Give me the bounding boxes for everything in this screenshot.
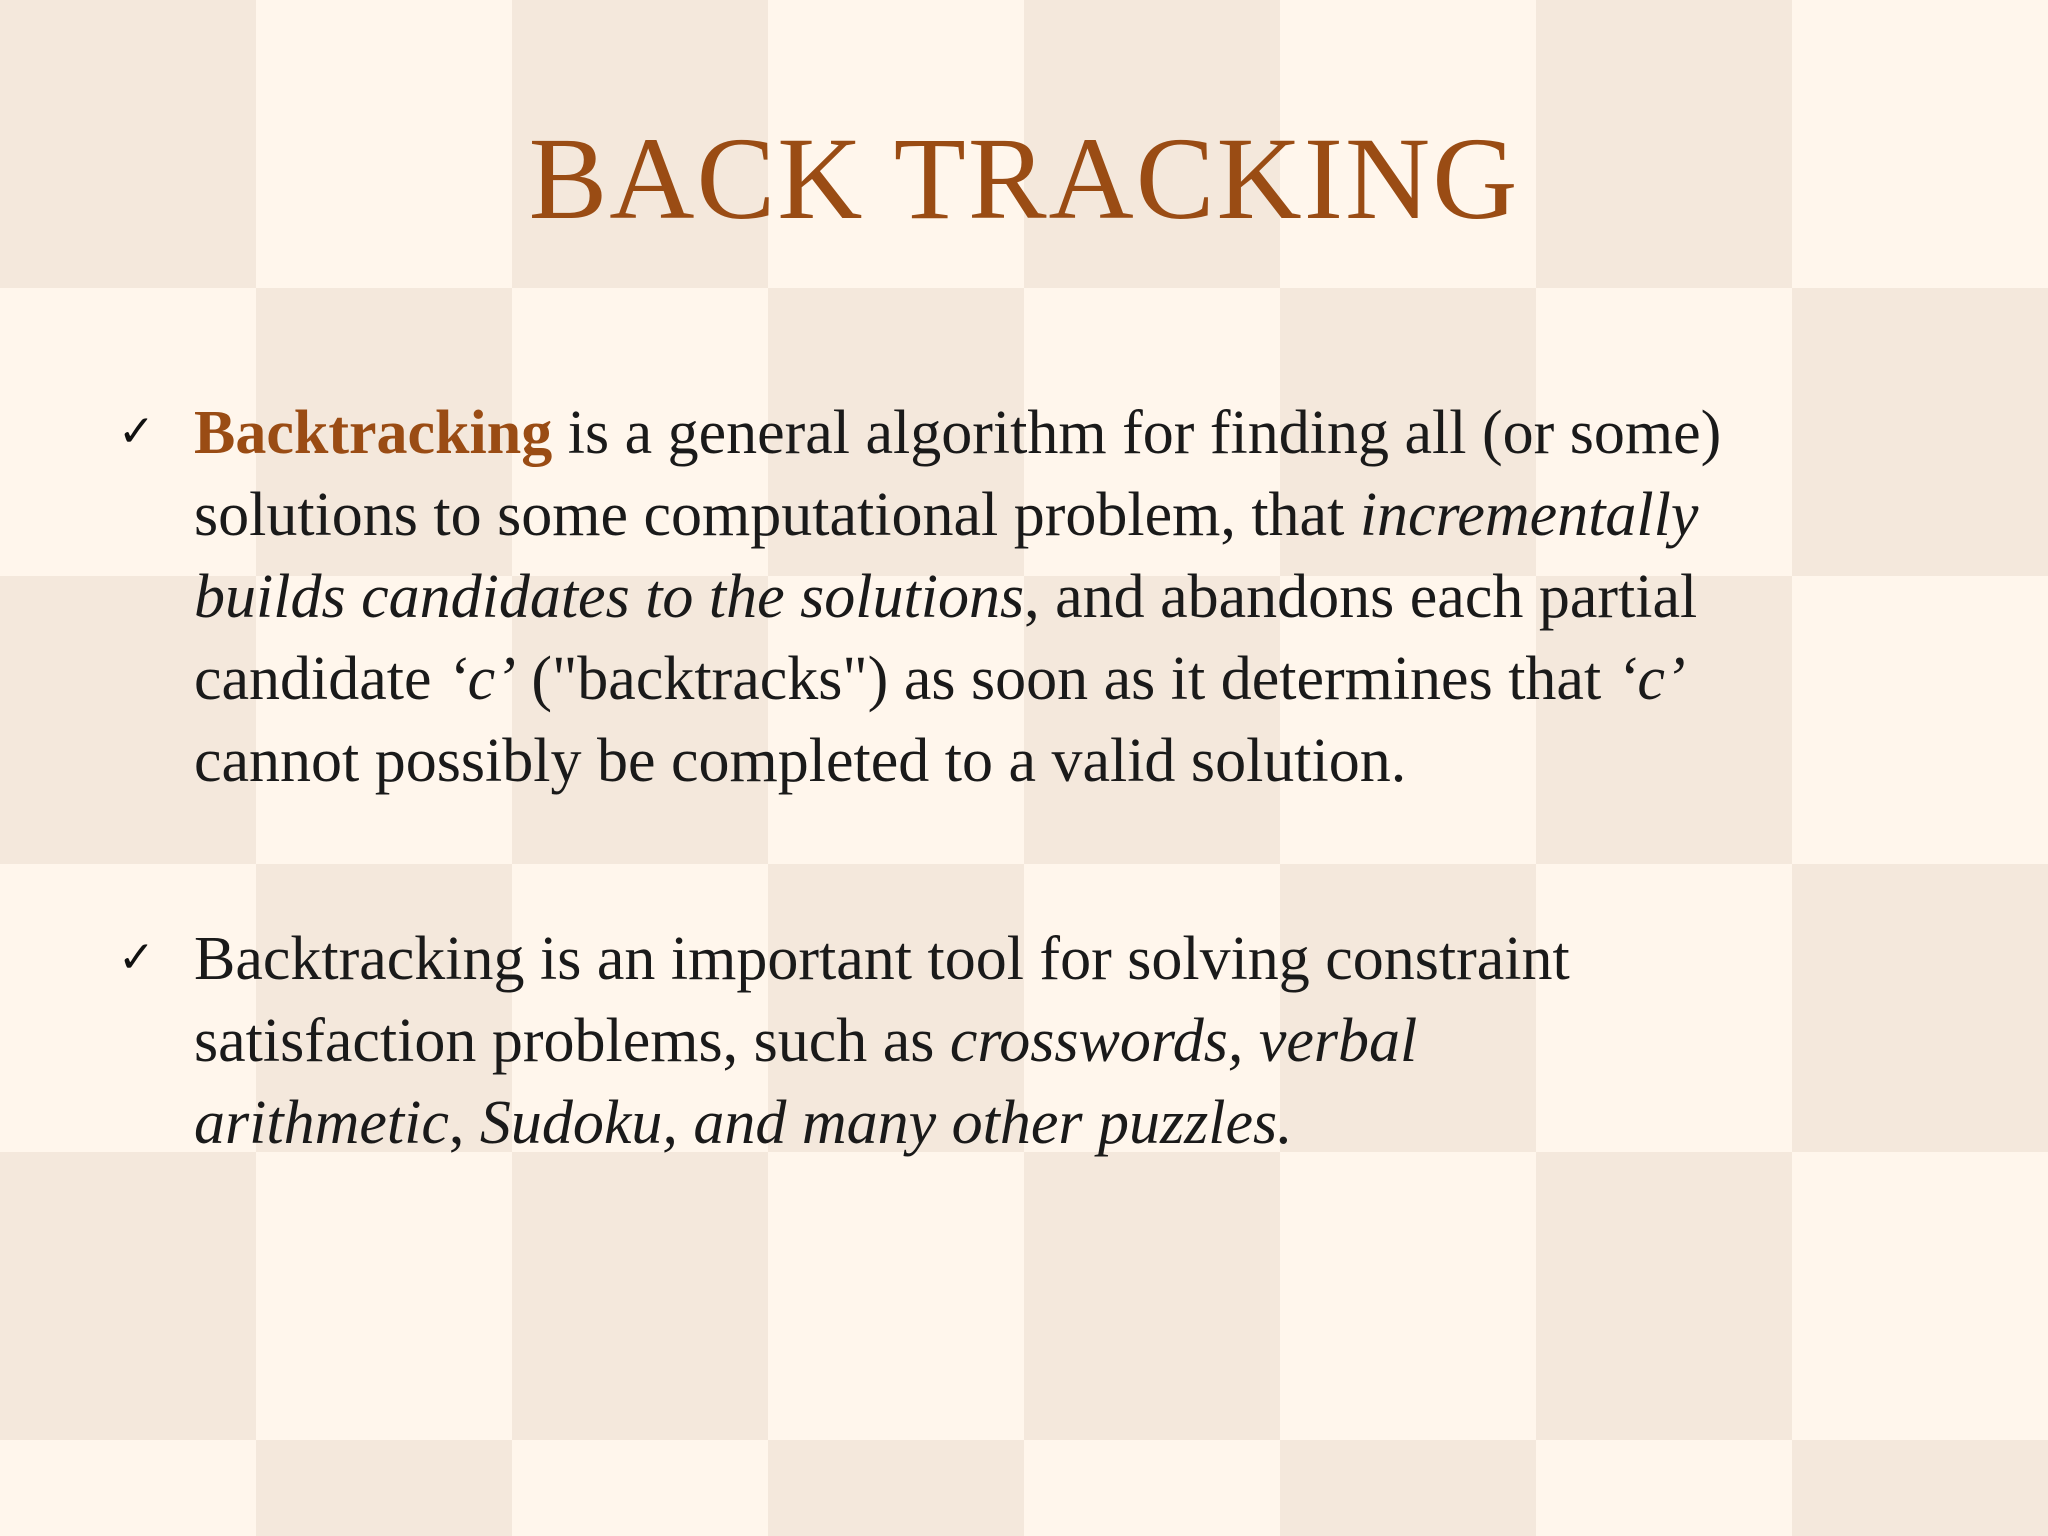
italic-run: crosswords, verbal <box>949 1007 1418 1075</box>
keyword-backtracking: Backtracking <box>194 399 553 467</box>
text-run: is a general algorithm for finding all (or some) <box>552 399 1722 467</box>
italic-run: ‘c’ <box>1616 645 1686 713</box>
background-tile <box>512 1152 768 1440</box>
background-tile <box>256 1440 512 1536</box>
text-line <box>194 392 1954 474</box>
background-tile <box>0 1152 256 1440</box>
text-line <box>194 474 1954 556</box>
text-run: satisfaction problems, such as <box>194 1007 950 1075</box>
text-run: solutions to some computational problem, that <box>194 481 1360 549</box>
bullet-text <box>194 392 1954 802</box>
bullet-text <box>194 918 1954 1164</box>
background-tile <box>1792 1440 2048 1536</box>
checkmark-icon: ✓ <box>118 932 155 983</box>
text-run: cannot possibly be completed to a valid solution. <box>194 727 1407 795</box>
text-run: , and abandons each partial <box>1024 563 1698 631</box>
background-tile <box>1536 1152 1792 1440</box>
italic-run: arithmetic <box>194 1089 449 1157</box>
text-line <box>194 720 1954 802</box>
background-tile <box>1280 1440 1536 1536</box>
slide-title: BACK TRACKING <box>528 113 1520 244</box>
text-line <box>194 556 1954 638</box>
text-run: candidate <box>194 645 448 713</box>
italic-run: Sudoku, and many other puzzles. <box>479 1089 1293 1157</box>
text-run: ("backtracks") as soon as it determines that <box>515 645 1617 713</box>
text-line <box>194 918 1954 1000</box>
text-line <box>194 1082 1954 1164</box>
background-tile <box>1024 1152 1280 1440</box>
background-tile <box>768 1440 1024 1536</box>
text-line <box>194 1000 1954 1082</box>
text-run: Backtracking is an important tool for solving constraint <box>194 925 1570 993</box>
italic-run: ‘c’ <box>447 645 516 713</box>
text-run: , <box>448 1089 480 1157</box>
text-line <box>194 638 1954 720</box>
italic-run: incrementally <box>1359 481 1699 549</box>
italic-run: builds candidates to the solutions <box>194 563 1025 631</box>
checkmark-icon: ✓ <box>118 406 155 457</box>
